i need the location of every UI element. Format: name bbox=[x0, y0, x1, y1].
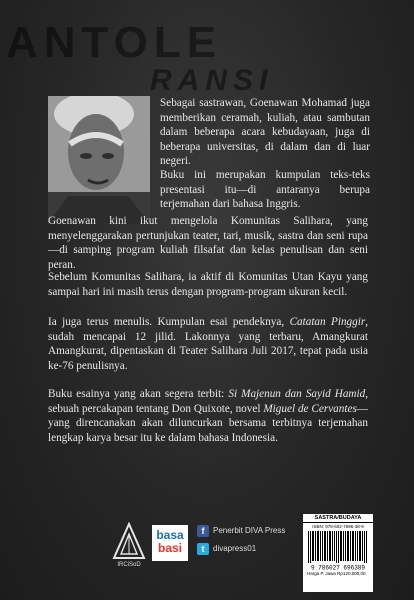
paragraph-3: Goenawan kini ikut mengelola Komunitas Salihara, yang menyelenggarakan pertunjukan teater, tari, musik, sastra dan seni rupa—di samping program kuliah filsafat dan kelas penulisan dan seni peran. bbox=[48, 215, 368, 271]
paragraph-1: Sebagai sastrawan, Goenawan Mohamad juga memberikan ceramah, kuliah, atau sambutan dalam beberapa acara kebudayaan, juga di beberapa universitas, di dalam dan di luar negeri. bbox=[160, 97, 370, 168]
publisher-logo-name: IRCiSoD bbox=[117, 562, 141, 568]
basabasi-logo bbox=[152, 525, 188, 561]
twitter-label: divapress01 bbox=[213, 544, 257, 554]
isbn-number: ISBN: 978-602-7696-38-9 bbox=[312, 524, 364, 529]
facebook-icon: f bbox=[197, 525, 209, 537]
book-title-cervantes: Miguel de Cervantes bbox=[263, 402, 357, 415]
barcode-icon bbox=[306, 531, 370, 571]
facebook-label: Penerbit DIVA Press bbox=[213, 526, 286, 536]
background-title-line1: ANTOLE bbox=[6, 18, 223, 67]
paragraph-6-text-b: , sebuah percakapan tentang Don Quixote, novel bbox=[48, 388, 368, 415]
paragraph-2: Buku ini merupakan kumpulan teks-teks presentasi itu—di antaranya berupa terjemahan dari bahasa Inggris. bbox=[160, 169, 370, 211]
paragraph-5-text-b: , sudah mencapai 12 jilid. Lakonnya yang terbaru, Amangkurat Amangkurat, dipentaskan di Teater Salihara Juli 2017, tepat pada usia ke-76 penulisnya. bbox=[48, 316, 368, 372]
paragraph-4: Sebelum Komunitas Salihara, ia aktif di Komunitas Utan Kayu yang sampai hari ini masih terus dengan program-program ukuran kecil. bbox=[48, 271, 368, 298]
pyramid-logo-icon bbox=[110, 522, 148, 562]
twitter-icon: t bbox=[197, 543, 209, 555]
paragraph-6-text-a: Buku esainya yang akan segera terbit: bbox=[48, 388, 229, 400]
paragraph-5 bbox=[48, 315, 368, 373]
paragraph-6 bbox=[48, 387, 368, 445]
paragraph-5-text-a: Ia juga terus menulis. Kumpulan esai pendeknya, bbox=[48, 316, 290, 328]
book-title-si-majenun: Si Majenun dan Sayid Hamid bbox=[228, 388, 366, 400]
author-portrait-image bbox=[48, 96, 150, 224]
publisher-logo bbox=[110, 522, 148, 578]
twitter-link[interactable] bbox=[197, 543, 256, 555]
price-label: Harga P. Jawa Rp120.000,00 bbox=[307, 571, 366, 576]
isbn-barcode-box bbox=[303, 514, 373, 592]
facebook-link[interactable] bbox=[197, 525, 285, 537]
basabasi-logo-part2: basi bbox=[157, 541, 182, 555]
book-category: SASTRA/BUDAYA bbox=[303, 514, 373, 523]
barcode-number: 9 786027 696389 bbox=[310, 564, 366, 571]
book-title-catatan-pinggir: Catatan Pinggir bbox=[289, 316, 366, 328]
basabasi-logo-part1: basa bbox=[156, 528, 184, 542]
background-title-line2: RANSI bbox=[150, 64, 274, 97]
paragraph-6-text-c: —yang direncanakan akan diluncurkan bersama terbitnya terjemahan lengkap karya besar itu ke dalam bahasa Indonesia. bbox=[48, 402, 368, 444]
author-photo bbox=[48, 96, 150, 224]
